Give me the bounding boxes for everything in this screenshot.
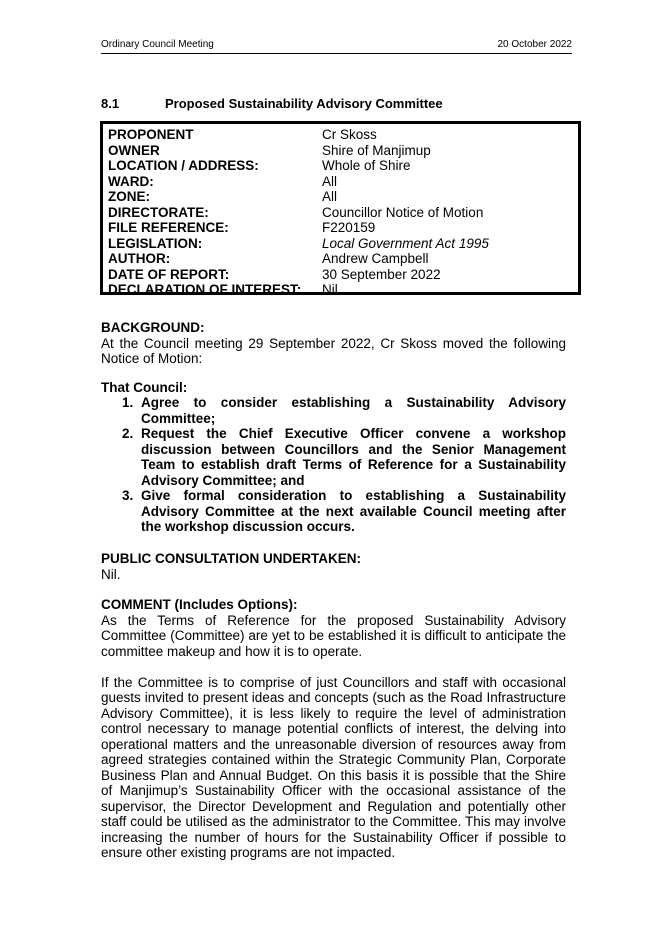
details-label: PROPONENT	[108, 127, 194, 142]
details-label: LOCATION / ADDRESS:	[108, 158, 259, 173]
comment-paragraph-1: As the Terms of Reference for the proposed Sustainability Advisory Committee (Committee) are yet to be established it is difficult to anticipate the committee makeup and how it is to operate.	[101, 612, 566, 659]
details-value: Councillor Notice of Motion	[322, 204, 484, 220]
details-value: All	[322, 189, 338, 204]
list-item	[101, 488, 566, 535]
meeting-name: Ordinary Council Meeting	[101, 39, 214, 50]
details-table	[100, 121, 581, 295]
item-title	[101, 96, 443, 111]
details-label: DIRECTORATE:	[108, 204, 209, 220]
details-value: Nil	[322, 282, 338, 297]
details-label: ZONE:	[108, 189, 150, 204]
details-label: LEGISLATION:	[108, 235, 203, 251]
meeting-date: 20 October 2022	[497, 39, 572, 50]
details-value: Local Government Act 1995	[322, 235, 489, 251]
list-item	[101, 426, 566, 488]
details-value: Whole of Shire	[322, 158, 411, 173]
background-text: At the Council meeting 29 September 2022, Cr Skoss moved the following Notice of Motion:	[101, 335, 566, 366]
details-label: DATE OF REPORT:	[108, 266, 230, 282]
consultation-text: Nil.	[101, 566, 121, 582]
background-section	[101, 320, 566, 367]
details-label: DECLARATION OF INTEREST:	[108, 282, 302, 297]
details-label: AUTHOR:	[108, 251, 171, 266]
details-value: Cr Skoss	[322, 127, 377, 142]
page-header	[101, 38, 572, 54]
background-heading: BACKGROUND:	[101, 320, 205, 335]
list-item-number: 1.	[122, 395, 134, 410]
list-item-text: Agree to consider establishing a Sustainability Advisory Committee;	[141, 395, 566, 426]
consultation-heading: PUBLIC CONSULTATION UNDERTAKEN:	[101, 551, 361, 566]
details-label: WARD:	[108, 173, 154, 189]
comment-paragraph-2: If the Committee is to comprise of just Councillors and staff with occasional guests invited to present ideas and concepts (such as the Road Infrastructure Advisory Committee), it is less likely to require the level of administration control necessary to manage potential conflicts of interest, the delving into operational matters and the unreasonable diversion of resources away from agreed strategies contained within the Strategic Community Plan, Corporate Business Plan and Annual Budget. On this basis it is possible that the Shire of Manjimup’s Sustainability Officer with the occasional assistance of the supervisor, the Director Development and Regulation and potentially other staff could be utilised as the administrator to the Committee. This may involve increasing the number of hours for the Sustainability Officer if possible to ensure other existing programs are not impacted.	[101, 674, 566, 860]
details-label: FILE REFERENCE:	[108, 220, 229, 235]
details-value: Andrew Campbell	[322, 251, 429, 266]
list-item-number: 3.	[122, 488, 134, 503]
list-item-text: Give formal consideration to establishing a Sustainability Advisory Committee at the next available Council meeting after the workshop discussion occurs.	[141, 488, 566, 534]
item-title-text: Proposed Sustainability Advisory Committee	[165, 96, 443, 111]
list-item-text: Request the Chief Executive Officer convene a workshop discussion between Councillors and the Senior Management Team to establish draft Terms of Reference for a Sustainability Advisory Committee; and	[141, 426, 566, 488]
comment-section	[101, 597, 566, 861]
details-value: All	[322, 173, 338, 189]
comment-heading: COMMENT (Includes Options):	[101, 597, 298, 612]
motion-list	[101, 395, 566, 535]
consultation-section	[101, 551, 566, 582]
item-number: 8.1	[101, 96, 120, 111]
list-item-number: 2.	[122, 426, 134, 441]
details-value: 30 September 2022	[322, 266, 441, 282]
details-value: F220159	[322, 220, 376, 235]
details-value: Shire of Manjimup	[322, 142, 431, 158]
details-label: OWNER	[108, 142, 160, 158]
motion-heading: That Council:	[101, 380, 188, 395]
list-item	[101, 395, 566, 426]
